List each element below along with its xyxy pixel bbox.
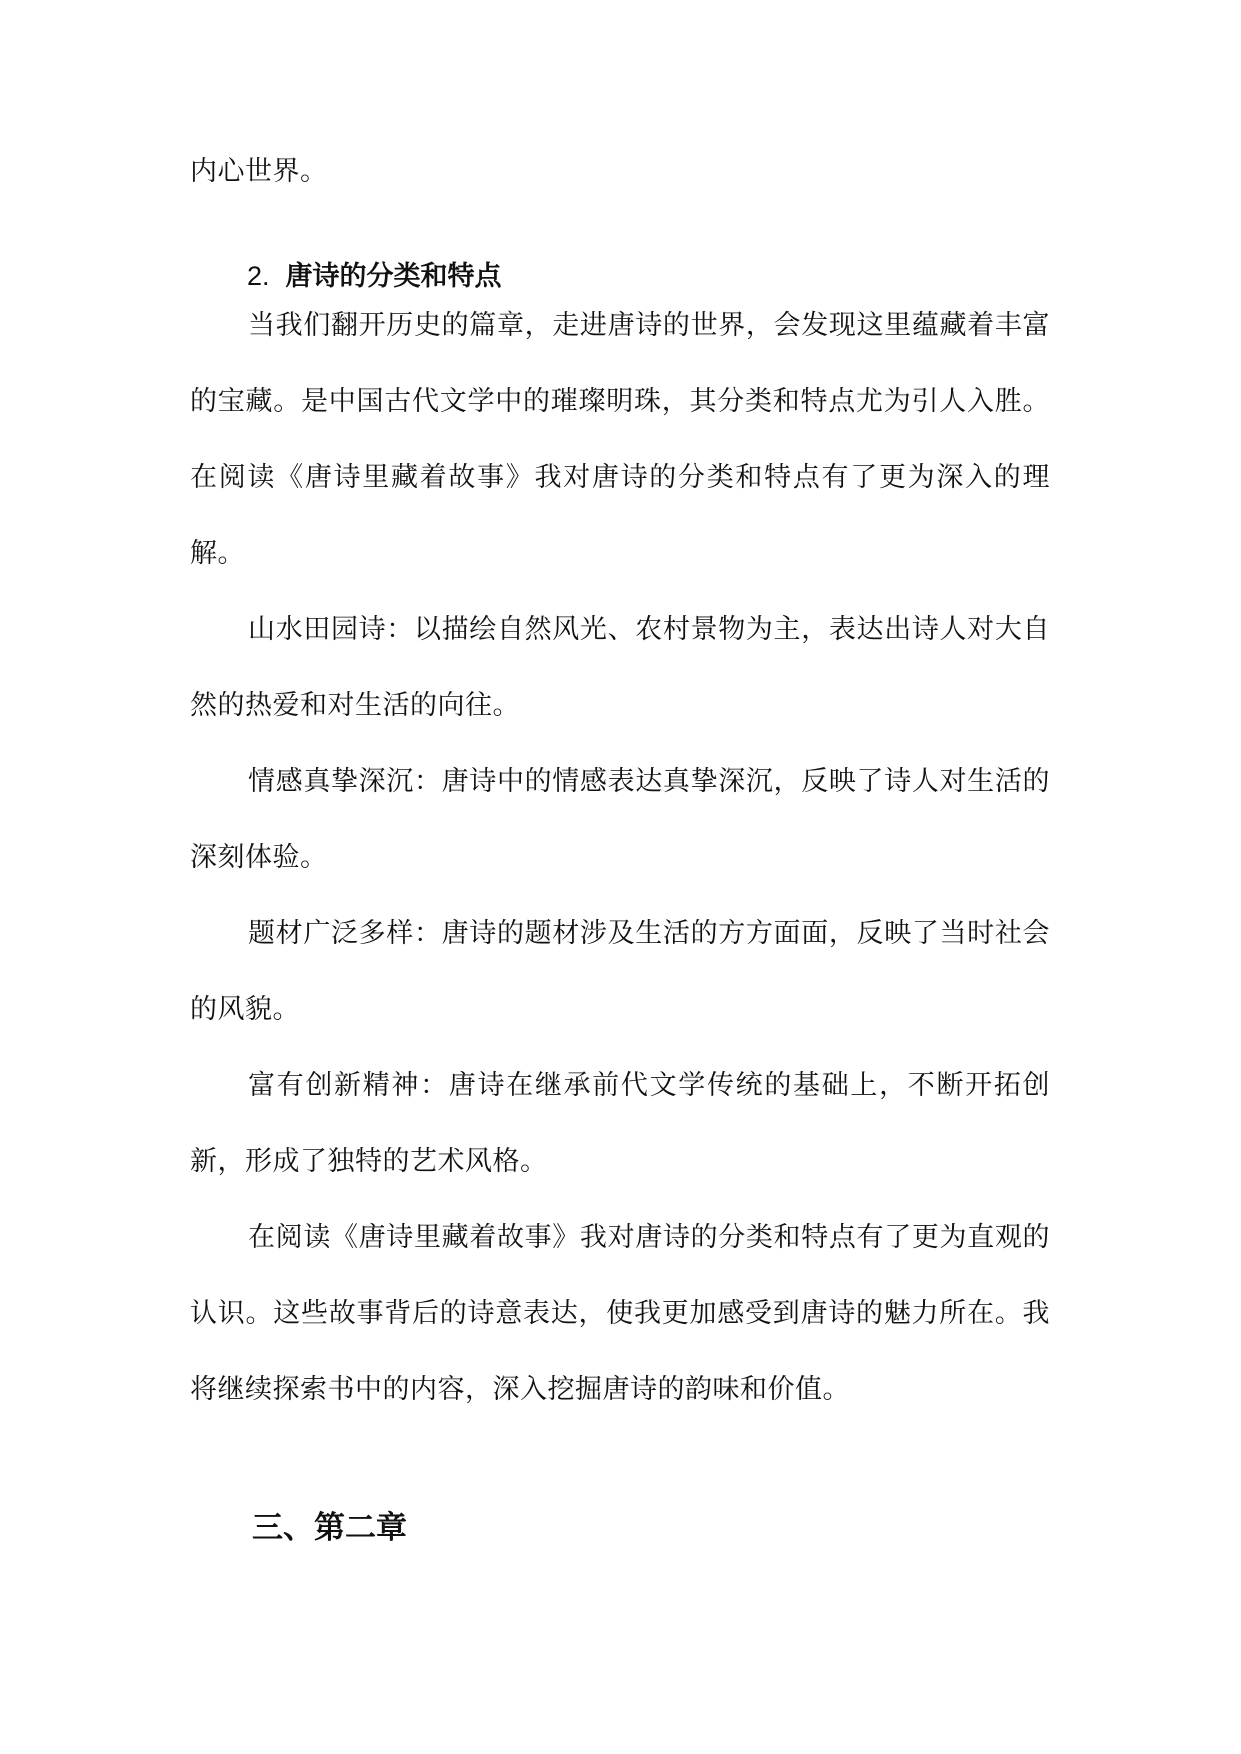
carryover-text-block [190,134,1050,210]
carryover-line: 内心世界。 [190,156,328,187]
section-number: 2. [247,261,270,291]
paragraph-diverse-themes: 题材广泛多样：唐诗的题材涉及生活的方方面面，反映了当时社会的风貌。 [190,918,1050,1025]
paragraph-conclusion: 在阅读《唐诗里藏着故事》我对唐诗的分类和特点有了更为直观的认识。这些故事背后的诗意表达，使我更加感受到唐诗的魅力所在。我将继续探索书中的内容，深入挖掘唐诗的韵味和价值。 [190,1222,1050,1405]
chapter-heading: 三、第二章 [252,1510,407,1546]
paragraph-landscape-poetry: 山水田园诗：以描绘自然风光、农村景物为主，表达出诗人对大自然的热爱和对生活的向往。 [190,614,1050,721]
section-title: 唐诗的分类和特点 [285,261,502,292]
body-text [190,288,1050,1428]
paragraph-intro: 当我们翻开历史的篇章，走进唐诗的世界，会发现这里蕴藏着丰富的宝藏。是中国古代文学中的璀璨明珠，其分类和特点尤为引人入胜。在阅读《唐诗里藏着故事》我对唐诗的分类和特点有了更为深入的理解。 [190,310,1050,569]
paragraph-sincere-emotion: 情感真挚深沉：唐诗中的情感表达真挚深沉，反映了诗人对生活的深刻体验。 [190,766,1050,873]
paragraph-innovation: 富有创新精神：唐诗在继承前代文学传统的基础上，不断开拓创新，形成了独特的艺术风格。 [190,1070,1050,1177]
